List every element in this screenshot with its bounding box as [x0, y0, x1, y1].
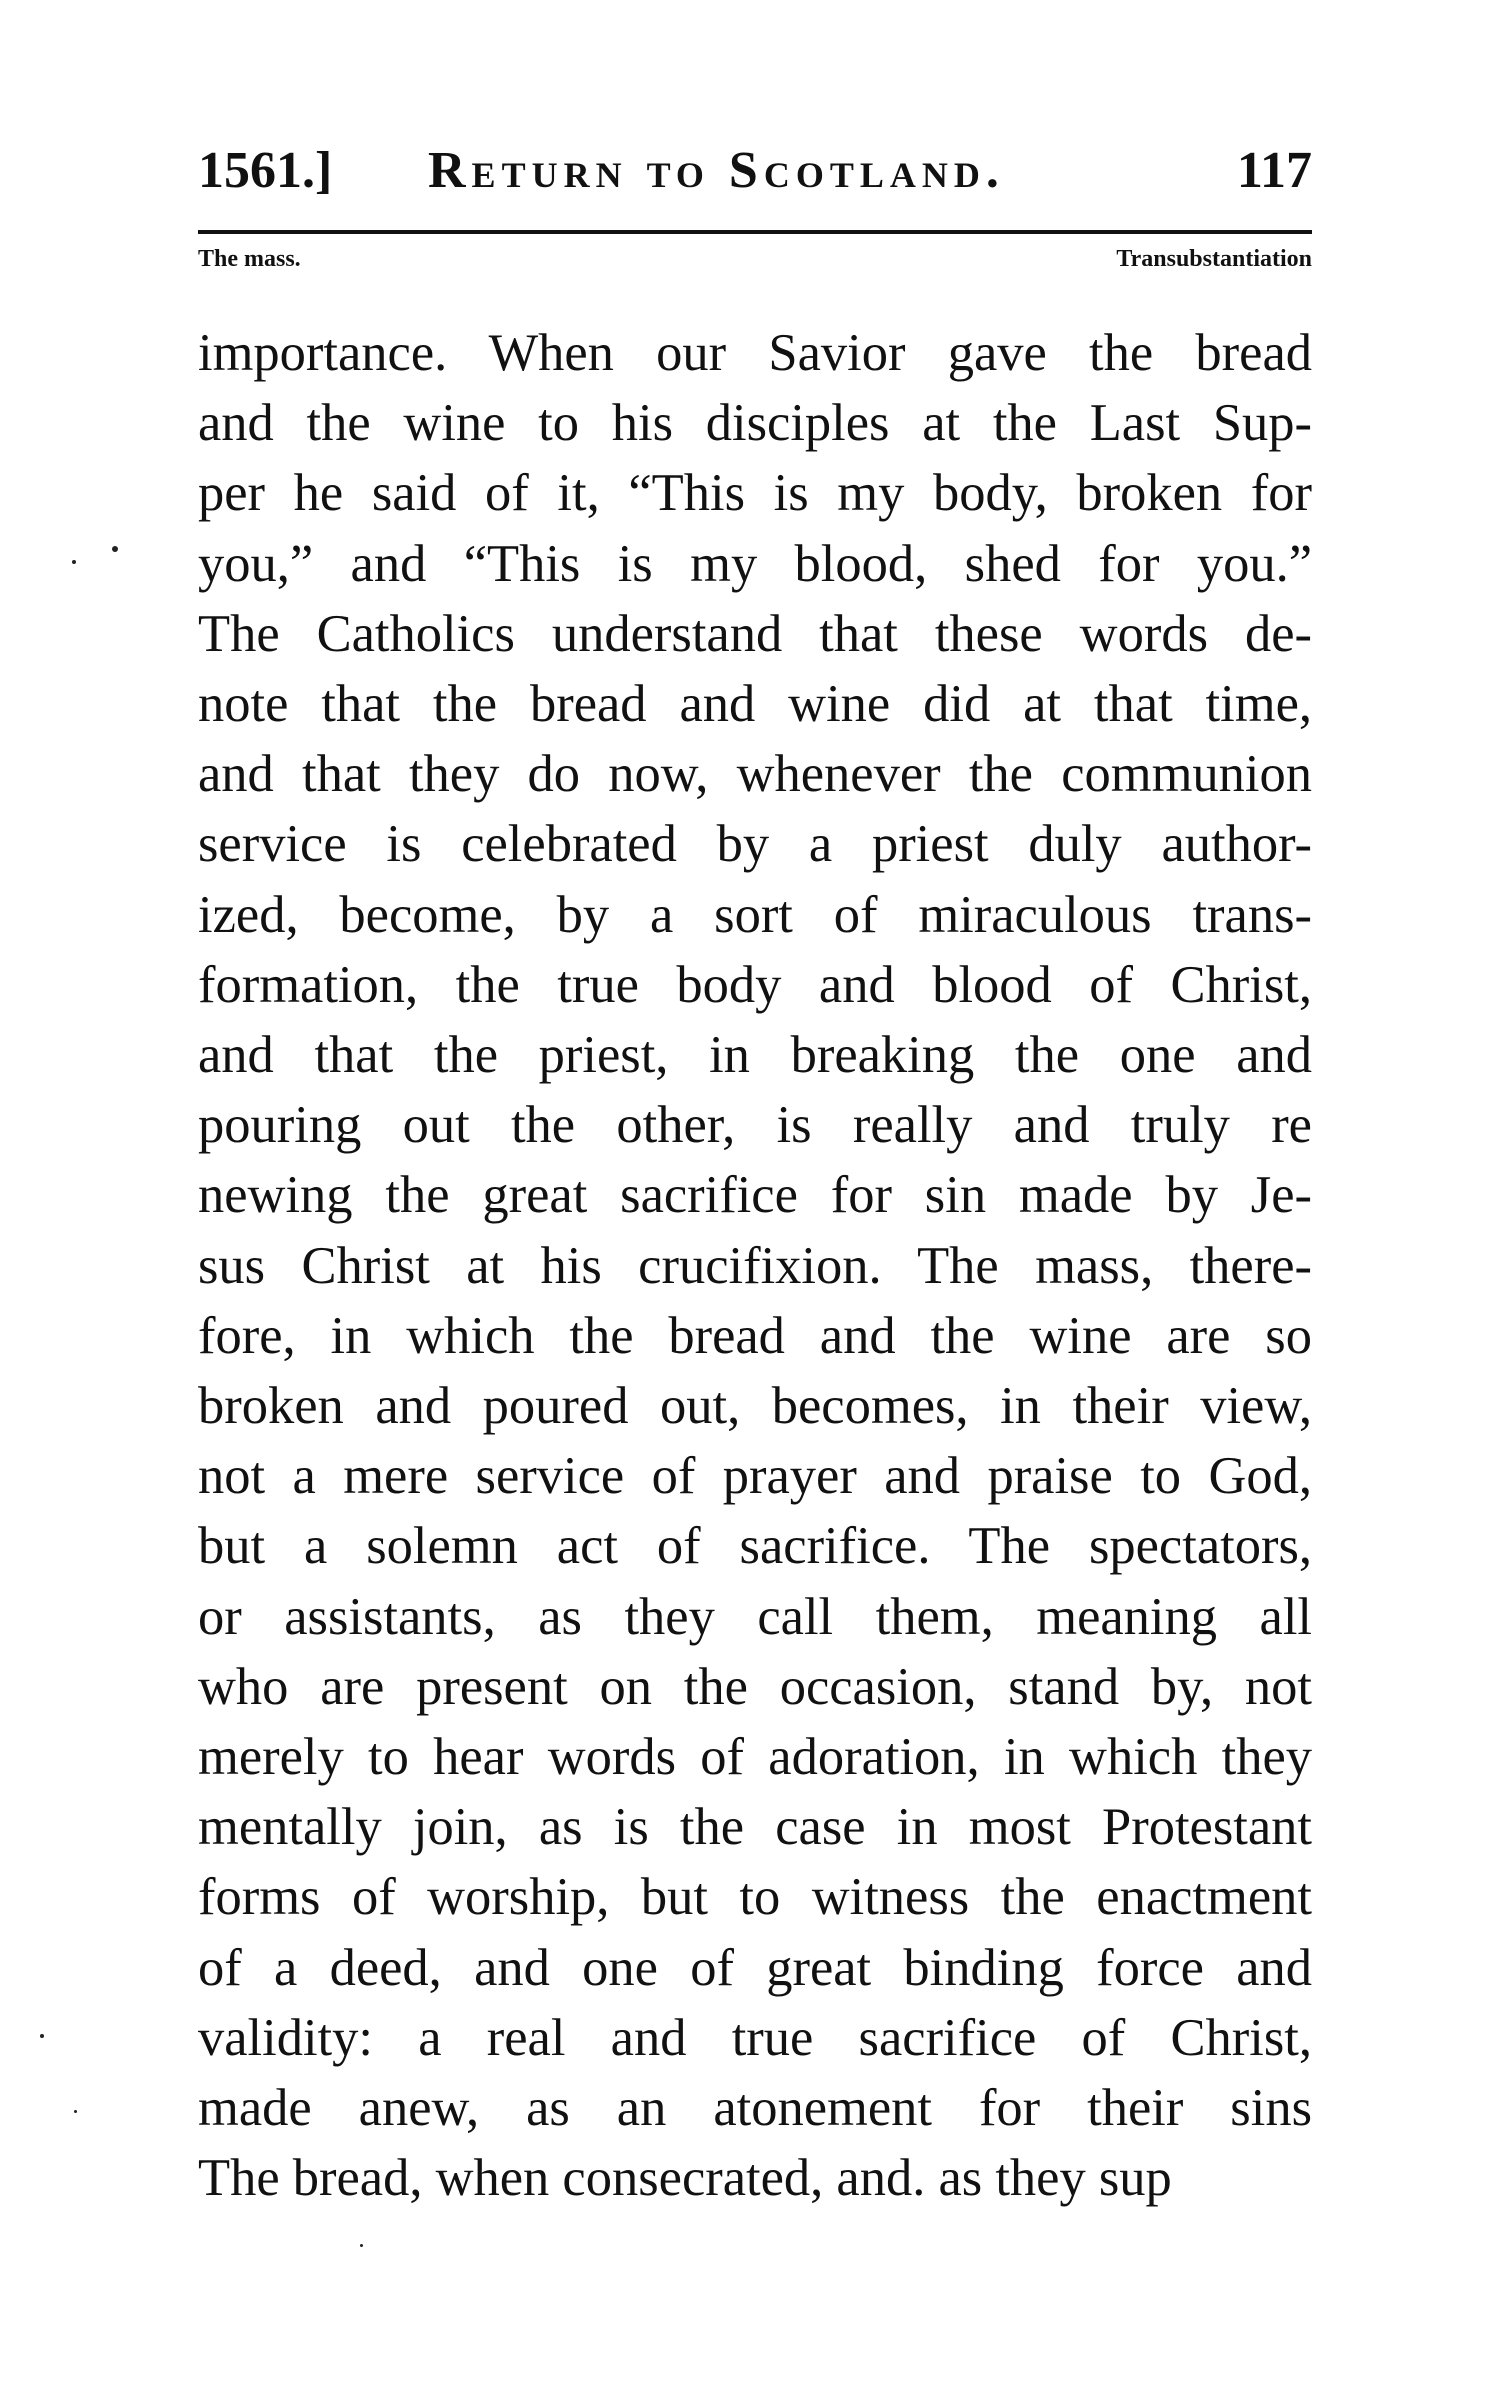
text-line: importance. When our Savior gave the bread	[198, 324, 1312, 382]
text-line: The Catholics understand that these words de-	[198, 604, 1312, 663]
text-line: broken and poured out, becomes, in their view,	[198, 1377, 1312, 1436]
header-rule	[198, 230, 1312, 234]
page-number: 117	[1236, 142, 1312, 199]
text-line: of a deed, and one of great binding force and	[198, 1938, 1312, 1997]
print-speck	[112, 546, 118, 552]
body-text	[198, 318, 1312, 2213]
text-line: ized, become, by a sort of miraculous trans-	[198, 885, 1312, 944]
text-line: and the wine to his disciples at the Last Sup-	[198, 394, 1312, 453]
marginal-note-left: The mass.	[198, 246, 301, 272]
print-speck	[40, 2034, 44, 2038]
text-line: or assistants, as they call them, meaning all	[198, 1587, 1312, 1646]
text-line: validity: a real and true sacrifice of Christ,	[198, 2008, 1312, 2067]
text-line: not a mere service of prayer and praise to God,	[198, 1447, 1312, 1506]
text-line: and that they do now, whenever the communion	[198, 745, 1312, 804]
text-line: note that the bread and wine did at that time,	[198, 675, 1312, 734]
text-line: The bread, when consecrated, and. as they sup	[198, 2149, 1172, 2208]
header-title: Return to Scotland.	[428, 142, 1005, 199]
text-line: you,” and “This is my blood, shed for you.”	[198, 534, 1312, 593]
text-line: mentally join, as is the case in most Protestant	[198, 1798, 1312, 1857]
text-line: forms of worship, but to witness the enactment	[198, 1868, 1312, 1927]
text-line: formation, the true body and blood of Christ,	[198, 955, 1312, 1014]
text-line: service is celebrated by a priest duly author-	[198, 815, 1312, 874]
text-line: per he said of it, “This is my body, broken for	[198, 464, 1312, 523]
print-speck	[360, 2244, 363, 2247]
text-line: pouring out the other, is really and truly re	[198, 1096, 1312, 1155]
running-head	[198, 136, 1312, 206]
text-line: who are present on the occasion, stand by, not	[198, 1657, 1312, 1716]
text-line: and that the priest, in breaking the one and	[198, 1026, 1312, 1085]
text-line: newing the great sacrifice for sin made by Je-	[198, 1166, 1312, 1225]
print-speck	[72, 560, 76, 564]
text-line: made anew, as an atonement for their sins	[198, 2079, 1312, 2138]
text-line: but a solemn act of sacrifice. The spectators,	[198, 1517, 1312, 1576]
text-line: merely to hear words of adoration, in which they	[198, 1728, 1312, 1787]
print-speck	[74, 2110, 77, 2113]
text-line: sus Christ at his crucifixion. The mass, there-	[198, 1236, 1312, 1295]
header-year: 1561.]	[198, 142, 333, 199]
text-line: fore, in which the bread and the wine are so	[198, 1306, 1312, 1365]
marginal-note-right: Transubstantiation	[1116, 246, 1312, 272]
